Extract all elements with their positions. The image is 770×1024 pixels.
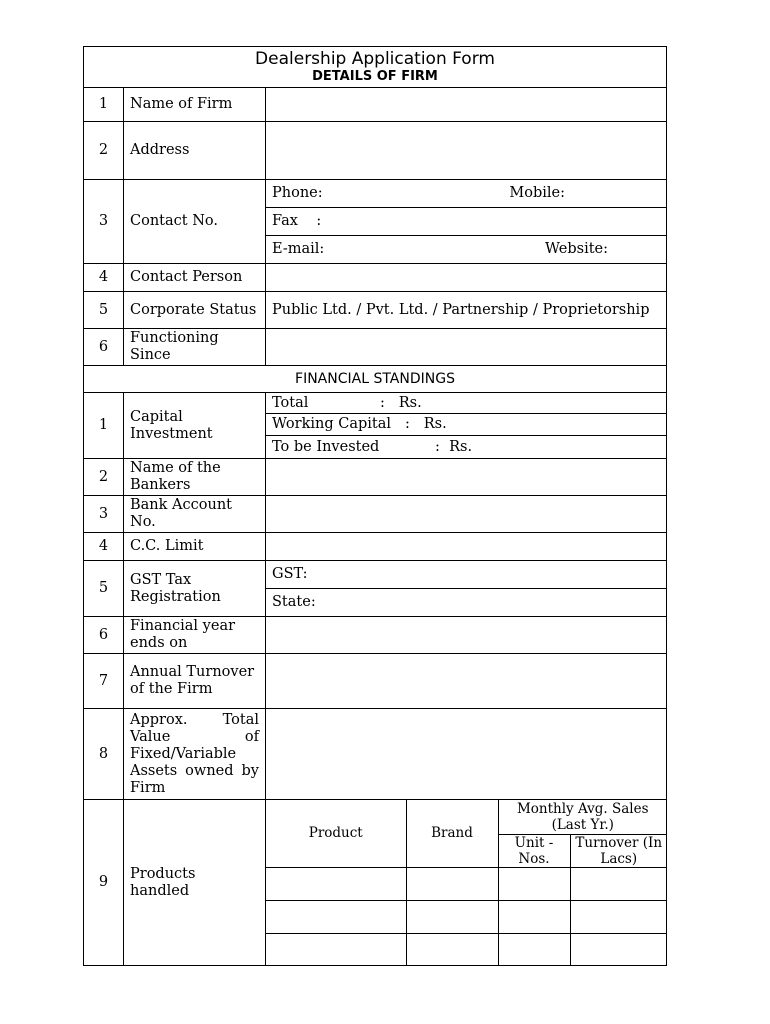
row-label: Corporate Status	[124, 292, 266, 329]
row-label: Products handled	[124, 800, 266, 966]
row-number: 2	[84, 459, 124, 496]
unit-entry[interactable]	[498, 900, 570, 933]
corporate-status-field[interactable]: Public Ltd. / Pvt. Ltd. / Partnership / Proprietorship	[266, 292, 667, 329]
row-label: Capital Investment	[124, 393, 266, 459]
row-label: Financial year ends on	[124, 617, 266, 654]
table-row	[84, 709, 667, 800]
table-row	[84, 180, 667, 208]
row-label: GST Tax Registration	[124, 561, 266, 617]
financial-year-field[interactable]	[266, 617, 667, 654]
table-row	[84, 393, 667, 414]
row-label: Annual Turnover of the Firm	[124, 654, 266, 709]
bank-account-field[interactable]	[266, 496, 667, 533]
table-row	[266, 933, 667, 965]
row-number: 3	[84, 496, 124, 533]
fax-field[interactable]	[266, 208, 667, 236]
form-header	[84, 47, 667, 88]
bankers-field[interactable]	[266, 459, 667, 496]
row-label: Bank Account No.	[124, 496, 266, 533]
website-label: Website:	[545, 241, 609, 257]
state-field[interactable]	[266, 589, 667, 617]
product-entry[interactable]	[266, 900, 406, 933]
row-label: C.C. Limit	[124, 533, 266, 561]
table-row	[84, 654, 667, 709]
products-table	[266, 800, 667, 965]
row-number: 8	[84, 709, 124, 800]
row-number: 1	[84, 393, 124, 459]
annual-turnover-field[interactable]	[266, 654, 667, 709]
table-row	[84, 329, 667, 366]
table-row	[84, 264, 667, 292]
turnover-entry[interactable]	[570, 900, 667, 933]
row-number: 5	[84, 561, 124, 617]
row-number: 4	[84, 533, 124, 561]
row-number: 9	[84, 800, 124, 966]
turnover-entry[interactable]	[570, 867, 667, 900]
row-label: Address	[124, 122, 266, 180]
working-capital-label: Working Capital	[272, 416, 392, 432]
contact-person-field[interactable]	[266, 264, 667, 292]
products-cell	[266, 800, 667, 966]
turnover-header: Turnover (In Lacs)	[570, 834, 667, 867]
total-rs: : Rs.	[380, 394, 422, 411]
cc-limit-field[interactable]	[266, 533, 667, 561]
unit-nos-header: Unit - Nos.	[498, 834, 570, 867]
address-field[interactable]	[266, 122, 667, 180]
to-be-invested-field[interactable]	[266, 436, 667, 459]
table-row	[84, 292, 667, 329]
to-be-invested-label: To be Invested	[272, 438, 380, 455]
table-row	[84, 122, 667, 180]
phone-field[interactable]	[266, 180, 667, 208]
mobile-label: Mobile:	[509, 185, 566, 201]
table-row	[84, 88, 667, 122]
table-row	[266, 900, 667, 933]
fax-label: Fax :	[272, 213, 322, 229]
row-number: 1	[84, 88, 124, 122]
monthly-sales-header: Monthly Avg. Sales (Last Yr.)	[498, 800, 667, 834]
working-capital-field[interactable]	[266, 414, 667, 436]
brand-entry[interactable]	[406, 933, 498, 965]
assets-value-field[interactable]	[266, 709, 667, 800]
unit-entry[interactable]	[498, 867, 570, 900]
gst-label: GST:	[272, 566, 308, 582]
row-number: 5	[84, 292, 124, 329]
table-row	[266, 867, 667, 900]
table-row	[84, 800, 667, 966]
brand-column-header: Brand	[406, 800, 498, 867]
functioning-since-field[interactable]	[266, 329, 667, 366]
table-row	[84, 459, 667, 496]
row-number: 7	[84, 654, 124, 709]
row-number: 2	[84, 122, 124, 180]
total-investment-field[interactable]	[266, 393, 667, 414]
email-label: E-mail:	[272, 241, 325, 257]
table-row	[84, 561, 667, 589]
row-label: Functioning Since	[124, 329, 266, 366]
product-entry[interactable]	[266, 867, 406, 900]
form-title: Dealership Application Form	[255, 49, 495, 69]
email-field[interactable]	[266, 236, 667, 264]
row-label: Approx. Total Value of Fixed/Variable Assets owned by Firm	[124, 709, 266, 800]
table-row	[84, 617, 667, 654]
state-label: State:	[272, 594, 316, 610]
dealership-form-table	[83, 46, 667, 966]
row-number: 4	[84, 264, 124, 292]
gst-field[interactable]	[266, 561, 667, 589]
brand-entry[interactable]	[406, 867, 498, 900]
table-row	[84, 533, 667, 561]
table-row	[84, 496, 667, 533]
financial-standings-heading: FINANCIAL STANDINGS	[84, 366, 667, 393]
row-label: Name of the Bankers	[124, 459, 266, 496]
row-number: 6	[84, 617, 124, 654]
brand-entry[interactable]	[406, 900, 498, 933]
row-label: Name of Firm	[124, 88, 266, 122]
row-number: 6	[84, 329, 124, 366]
name-of-firm-field[interactable]	[266, 88, 667, 122]
form-subtitle: DETAILS OF FIRM	[312, 69, 438, 84]
product-entry[interactable]	[266, 933, 406, 965]
to-be-invested-rs: : Rs.	[435, 438, 473, 455]
row-label: Contact No.	[124, 180, 266, 264]
phone-label: Phone:	[272, 185, 323, 201]
working-capital-rs: : Rs.	[405, 416, 447, 432]
row-label: Contact Person	[124, 264, 266, 292]
total-label: Total	[272, 394, 309, 411]
unit-entry[interactable]	[498, 933, 570, 965]
product-column-header: Product	[266, 800, 406, 867]
turnover-entry[interactable]	[570, 933, 667, 965]
row-number: 3	[84, 180, 124, 264]
